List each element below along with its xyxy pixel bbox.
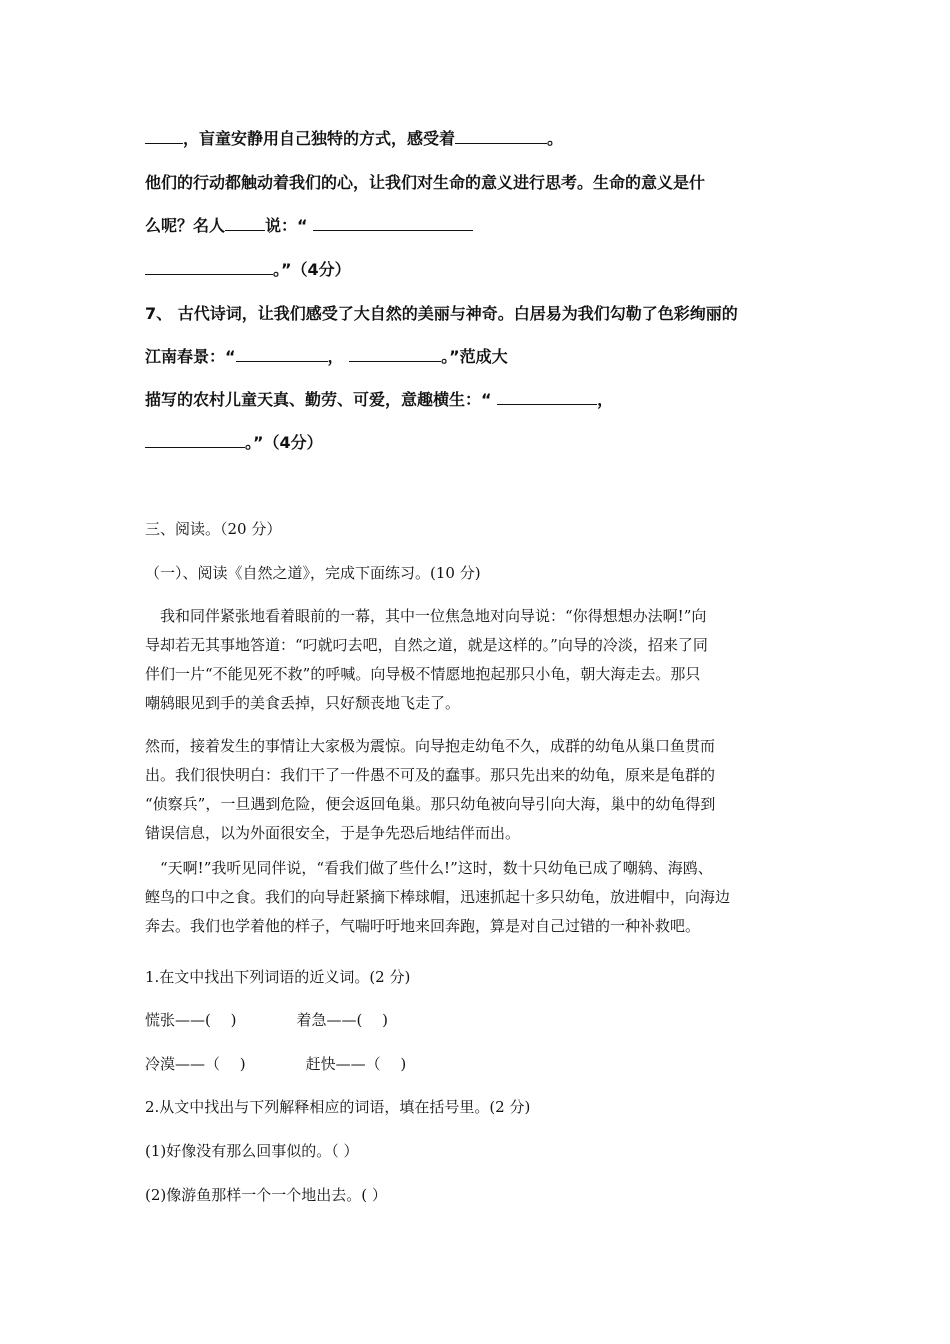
answer-blank[interactable] xyxy=(145,129,183,144)
answer-blank[interactable] xyxy=(145,433,245,448)
answer-blank[interactable] xyxy=(313,216,473,231)
q7-line1: 7、 古代诗词，让我们感受了大自然的美丽与神奇。白居易为我们勾勒了色彩绚丽的 xyxy=(145,304,738,323)
q7-line2: 江南春景：“ ， 。”范成大 xyxy=(145,347,508,366)
q7-line4: 。”（4分） xyxy=(145,430,323,453)
passage-paragraph-1: 我和同伴紧张地看着眼前的一幕，其中一位焦急地对向导说：“你得想想办法啊!”向 导却若无其事地答道：“叼就叼去吧，自然之道，就是这样的。”向导的冷淡，招来了同 伴们一片“不能见死不救”的呼喊。向导极不情愿地抱起那只小龟，朝大海走去。那只 嘲鸫眼见到手的美食丢掉，只好颓丧地飞走了。 xyxy=(145,607,708,712)
q7-line3: 描写的农村儿童天真、勤劳、可爱，意趣横生：“ ， xyxy=(145,390,614,409)
q6-line4: 。”（4分） xyxy=(145,257,351,280)
q6-line1: ，盲童安静用自己独特的方式，感受着 。 xyxy=(145,126,563,149)
section-heading: 三、阅读。（20 分） xyxy=(145,520,282,538)
question-2-item-2[interactable]: (2)像游鱼那样一个一个地出去。( ） xyxy=(145,1186,387,1204)
synonym-blank[interactable]: 赶快——（ ) xyxy=(305,1055,407,1073)
q6-line3: 么呢？名人 说：“ xyxy=(145,213,473,236)
passage-paragraph-2: 然而，接着发生的事情让大家极为震惊。向导抱走幼龟不久，成群的幼龟从巢口鱼贯而 出。我们很快明白：我们干了一件愚不可及的蠢事。那只先出来的幼龟，原来是龟群的 “侦察兵”，一旦遇到危险，便会返回龟巢。那只幼龟被向导引向大海，巢中的幼龟得到 错误信息，以为外面很安全，于是争先恐后地结伴而出。 xyxy=(145,737,716,842)
answer-blank[interactable] xyxy=(236,347,328,362)
passage-paragraph-3: “天啊!”我听见同伴说，“看我们做了些什么!”这时，数十只幼龟已成了嘲鸫、海鸥、 鲣鸟的口中之食。我们的向导赶紧摘下棒球帽，迅速抓起十多只幼龟，放进帽中，向海边 奔去。我们也学着他的样子，气喘吁吁地来回奔跑，算是对自己过错的一种补救吧。 xyxy=(145,859,731,935)
answer-blank[interactable] xyxy=(455,129,547,144)
q6-line1-text: ，盲童安静用自己独特的方式，感受着 xyxy=(183,129,456,148)
synonym-blank[interactable]: 着急——( ) xyxy=(296,1011,388,1029)
question-1-row-2 xyxy=(145,1053,406,1074)
synonym-blank[interactable]: 冷漠——（ ) xyxy=(145,1055,246,1073)
answer-blank[interactable] xyxy=(225,216,265,231)
synonym-blank[interactable]: 慌张——( ) xyxy=(145,1011,237,1029)
question-1-row-1 xyxy=(145,1009,388,1030)
answer-blank[interactable] xyxy=(349,347,441,362)
question-1: 1.在文中找出下列词语的近义词。(2 分) xyxy=(145,968,411,986)
q6-line2: 他们的行动都触动着我们的心，让我们对生命的意义进行思考。生命的意义是什 xyxy=(145,173,706,192)
answer-blank[interactable] xyxy=(497,390,597,405)
question-2-item-1[interactable]: (1)好像没有那么回事似的。（ ） xyxy=(145,1142,359,1160)
answer-blank[interactable] xyxy=(145,260,273,275)
question-2: 2.从文中找出与下列解释相应的词语，填在括号里。(2 分) xyxy=(145,1098,531,1116)
section-subheading: （一）、阅读《自然之道》，完成下面练习。(10 分) xyxy=(145,564,481,582)
